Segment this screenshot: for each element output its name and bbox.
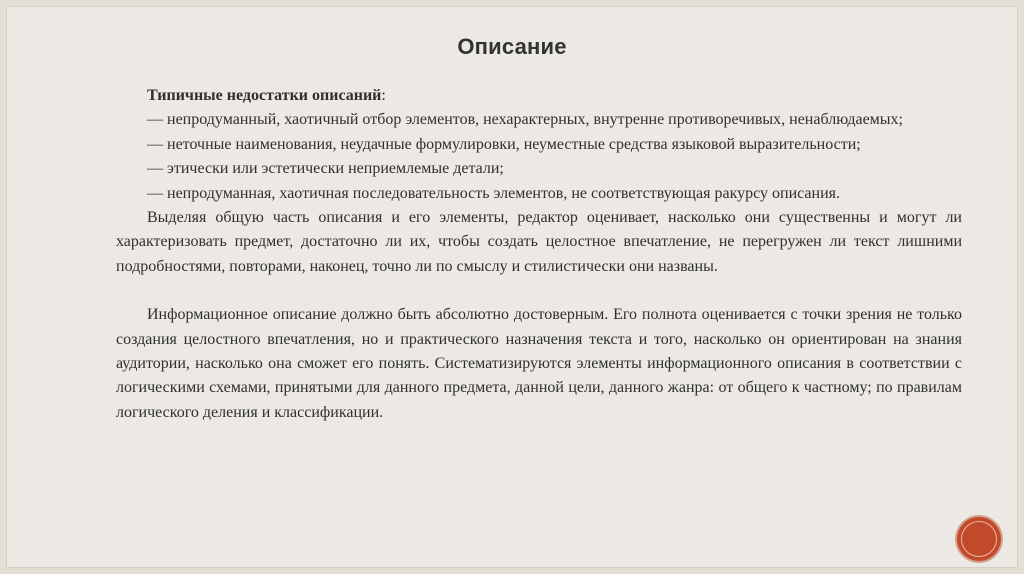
- subtitle: Типичные недостатки описаний: [147, 87, 382, 104]
- list-item: — непродуманный, хаотичный отбор элементов, нехарактерных, внутренне противоречивых, ненаблюдаемых;: [147, 111, 903, 129]
- frame-border-right: [1018, 0, 1024, 574]
- decorative-circle-badge: [957, 517, 1001, 561]
- list-item: — непродуманная, хаотичная последовательность элементов, не соответствующая ракурсу описания.: [147, 184, 841, 202]
- list-item: — неточные наименования, неудачные формулировки, неуместные средства языковой выразительности;: [147, 135, 861, 153]
- slide-content: [116, 84, 962, 425]
- subtitle-colon: :: [381, 87, 386, 104]
- frame-border-bottom: [0, 568, 1024, 574]
- badge-ring: [961, 521, 997, 557]
- paragraph-informational-description: Информационное описание должно быть абсолютно достоверным. Его полнота оценивается с точки зрения не только создания целостного впечатления, но и практического назначения текста и того, насколько он ориентирован на знания аудитории, насколько она сможет его понять. Систематизируются элементы информационного описания в соответствии с логическими схемами, принятыми для данного предмета, данной цели, данного жанра: от общего к частному; по правилам логического деления и классификации.: [116, 306, 962, 421]
- subtitle-line: [116, 84, 962, 108]
- list-item: — этически или эстетически неприемлемые детали;: [147, 160, 504, 178]
- paragraph-editor-evaluation: Выделяя общую часть описания и его элементы, редактор оценивает, насколько они существенны и могут ли характеризовать предмет, достаточно ли их, чтобы создать целостное впечатление, не перегружен ли текст лишними подробностями, повторами, наконец, точно ли по смыслу и стилистически они названы.: [116, 209, 962, 275]
- paragraph-gap: [116, 279, 962, 303]
- slide-title: Описание: [457, 34, 567, 59]
